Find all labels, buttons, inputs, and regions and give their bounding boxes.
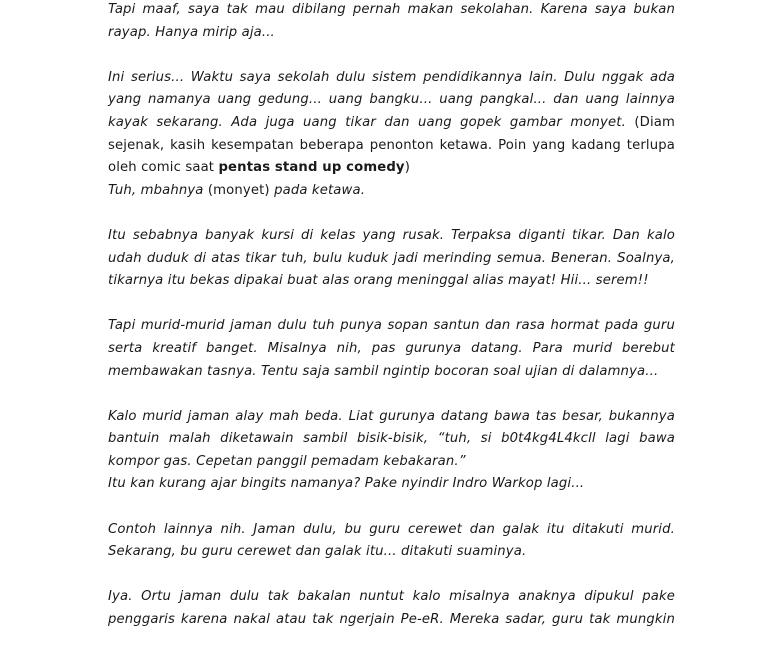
paragraph-6 (108, 519, 675, 564)
paragraph-2-line-2-b: (monyet) (207, 182, 270, 198)
paragraph-2-italic-text: Ini serius... Waktu saya sekolah dulu sistem pendidikannya lain. Dulu nggak ada yang namanya uang gedung... uang bangku... uang pangkal... dan uang lainnya kayak sekarang. Ada juga uang tikar dan uang gopek gambar monyet. (108, 69, 675, 130)
paragraph-5-line-2: Itu kan kurang ajar bingits namanya? Pake nyindir Indro Warkop lagi... (108, 476, 585, 492)
paragraph-5 (108, 406, 675, 496)
paragraph-2-bold-phrase: pentas stand up comedy (218, 160, 405, 176)
paragraph-1 (108, 0, 675, 44)
paragraph-1-text: Tapi maaf, saya tak mau dibilang pernah makan sekolahan. Karena saya bukan rayap. Hanya mirip aja... (108, 2, 675, 40)
paragraph-5-text: Kalo murid jaman alay mah beda. Liat gurunya datang bawa tas besar, bukannya bantuin malah diketawain sambil bisik-bisik, “tuh, si b0t4kg4L4kcll lagi bawa kompor gas. Cepetan panggil pemadam kebakaran.” (108, 408, 675, 469)
paragraph-2-line-2-c: pada ketawa. (274, 182, 366, 198)
paragraph-2-close-paren: ) (404, 160, 410, 176)
paragraph-4 (108, 315, 675, 383)
paragraph-2-line-2 (108, 180, 675, 203)
document-page (108, 0, 675, 654)
paragraph-4-text: Tapi murid-murid jaman dulu tuh punya sopan santun dan rasa hormat pada guru serta kreatif banget. Misalnya nih, pas gurunya datang. Para murid berebut membawakan tasnya. Tentu saja sambil ngintip bocoran soal ujian di dalamnya... (108, 318, 675, 379)
paragraph-2-line-2-a: Tuh, mbahnya (108, 182, 204, 198)
paragraph-7 (108, 586, 675, 631)
paragraph-7-text: Iya. Ortu jaman dulu tak bakalan nuntut kalo misalnya anaknya dipukul pake penggaris karena nakal atau tak ngerjain Pe-eR. Mereka sadar, guru tak mungkin (108, 589, 675, 628)
paragraph-2 (108, 67, 675, 203)
paragraph-2-stage-note: (Diam sejenak, kasih kesempatan beberapa penonton ketawa. Poin yang kadang terlupa oleh comic saat (108, 114, 675, 176)
paragraph-3 (108, 225, 675, 293)
paragraph-3-text: Itu sebabnya banyak kursi di kelas yang rusak. Terpaksa diganti tikar. Dan kalo udah duduk di atas tikar tuh, bulu kuduk jadi merinding semua. Beneran. Soalnya, tikarnya itu bekas dipakai buat alas orang meninggal alias mayat! Hii... serem!! (108, 227, 675, 289)
paragraph-6-text: Contoh lainnya nih. Jaman dulu, bu guru cerewet dan galak itu ditakuti murid. Sekarang, bu guru cerewet dan galak itu... ditakuti suaminya. (108, 521, 675, 560)
